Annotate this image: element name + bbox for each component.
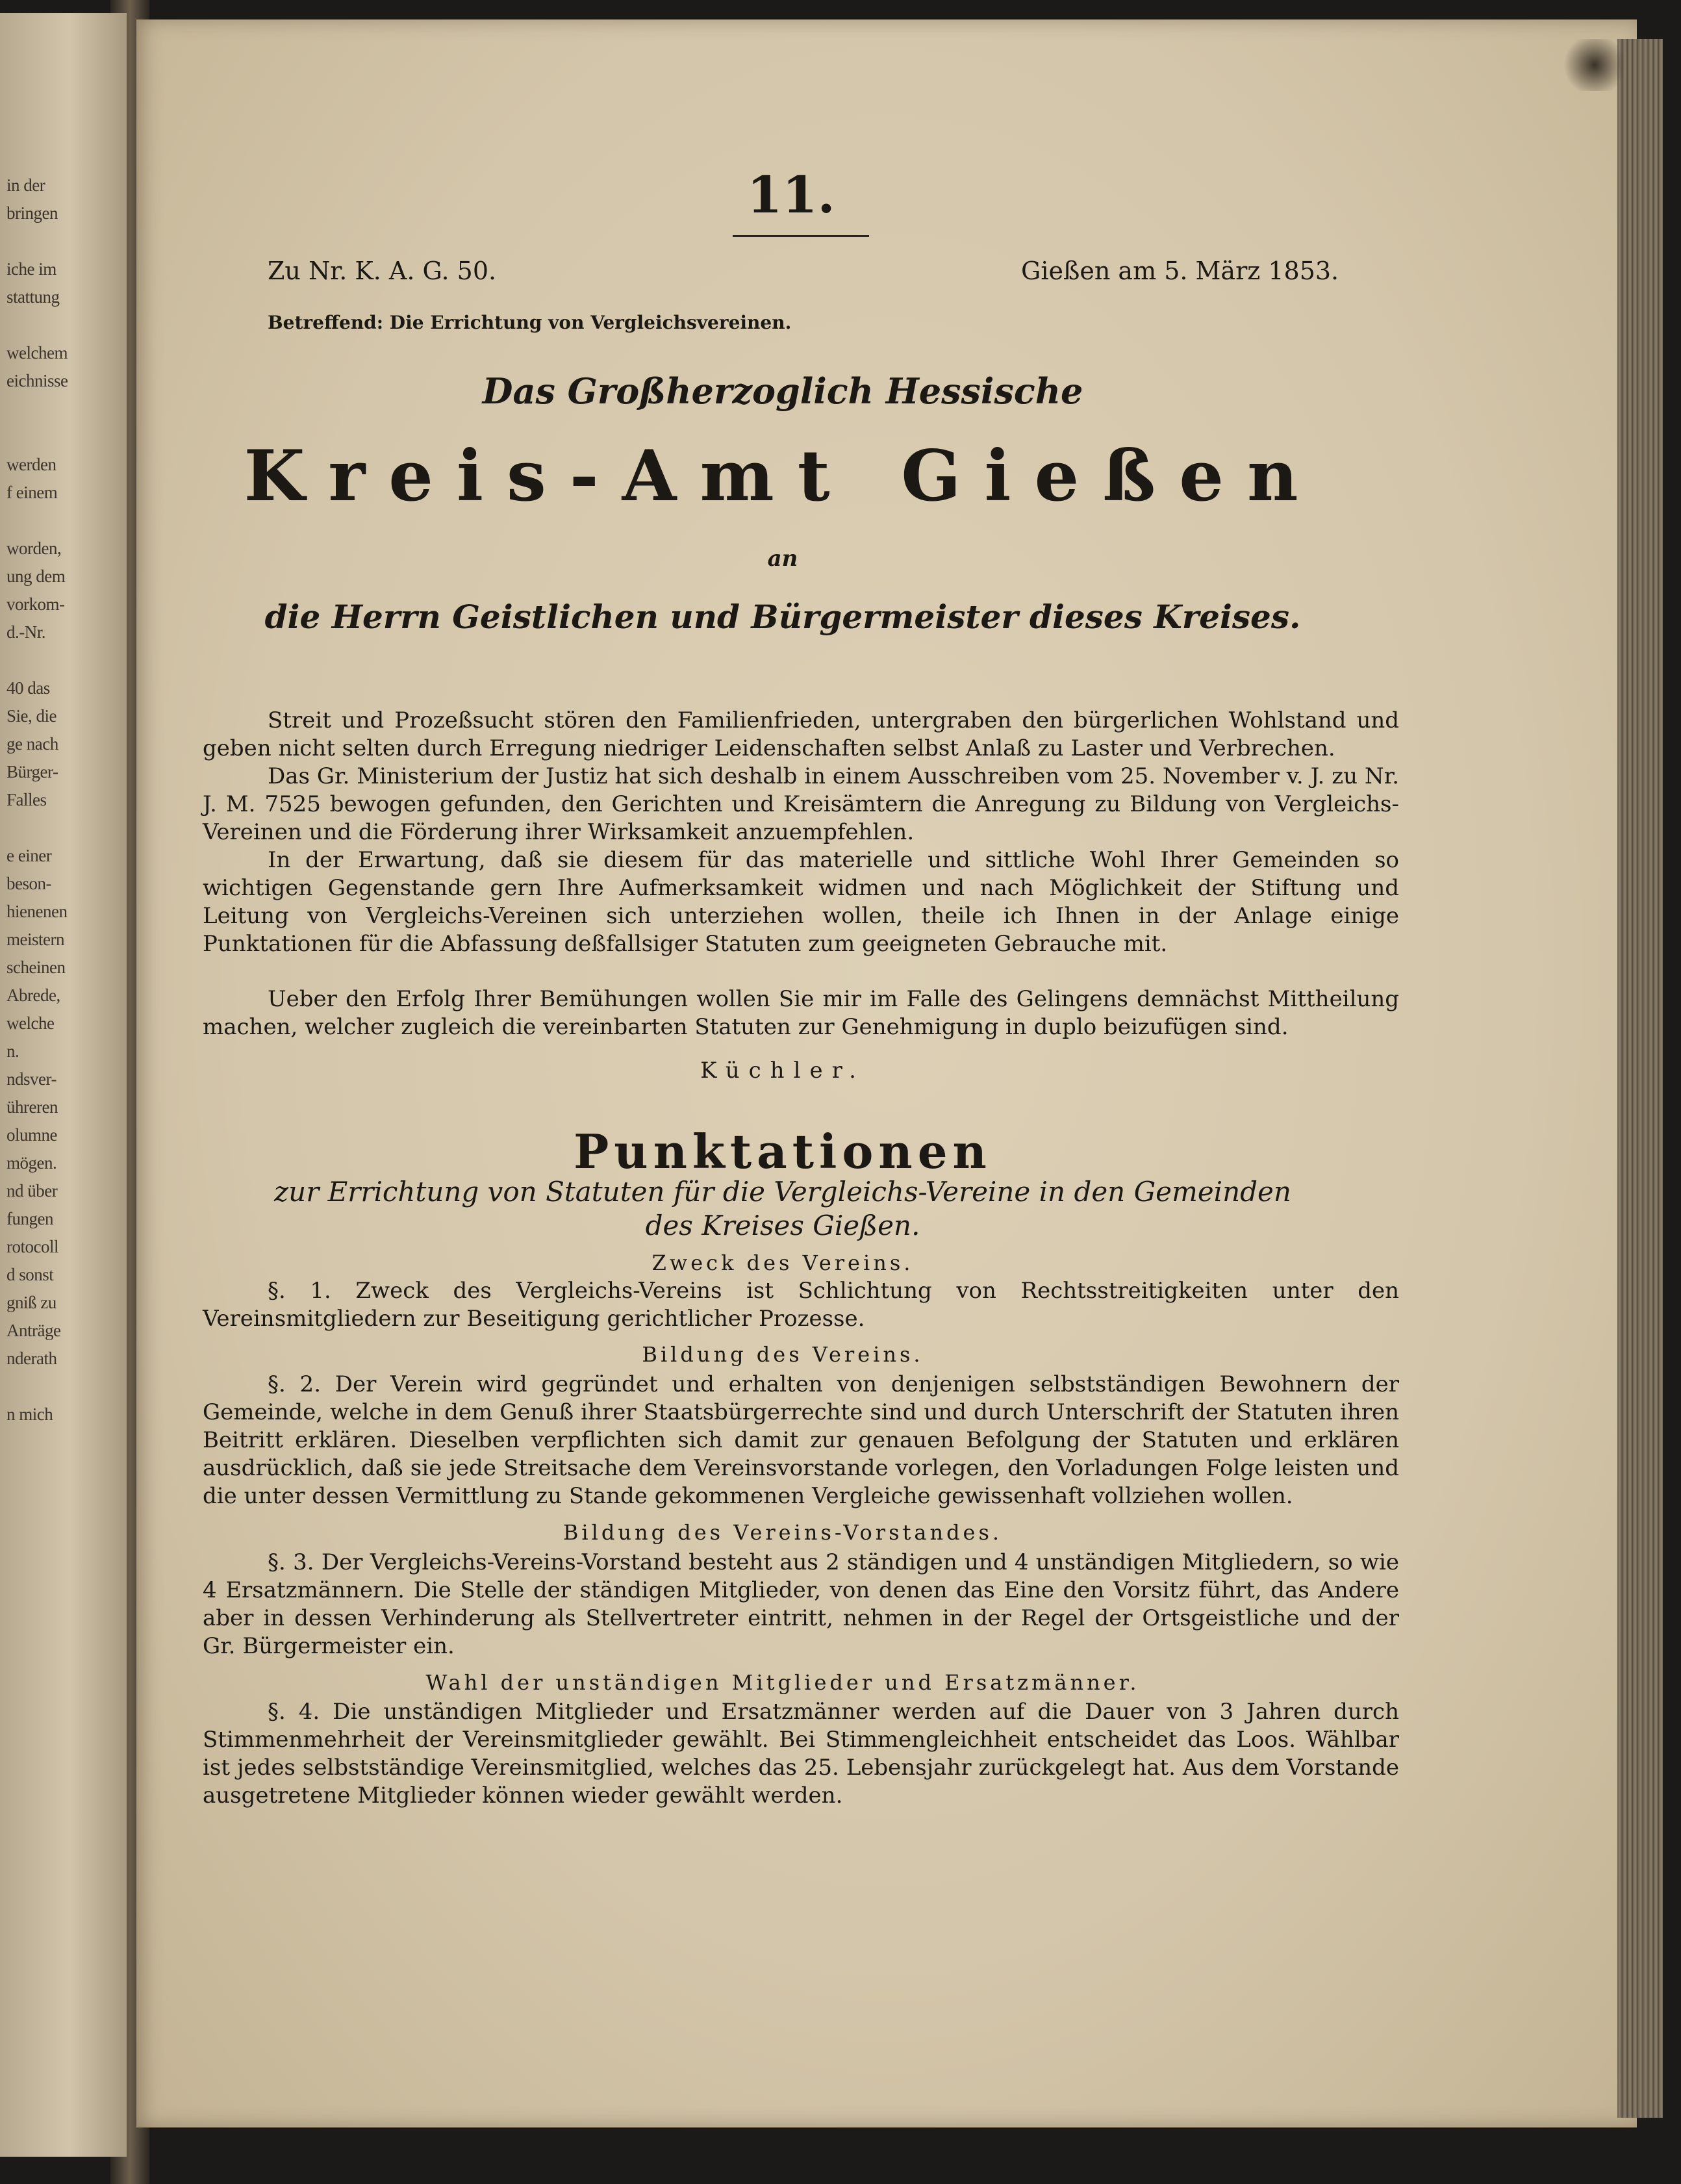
left-margin-text: nd über bbox=[6, 1181, 58, 1200]
left-margin-text: welchem bbox=[6, 343, 68, 362]
left-margin-text: Falles bbox=[6, 790, 47, 809]
left-margin-text: f einem bbox=[6, 483, 58, 502]
left-margin-text: 40 das bbox=[6, 678, 50, 698]
left-margin-text: bringen bbox=[6, 203, 58, 223]
left-margin-text: vorkom- bbox=[6, 594, 65, 614]
section-heading-2: Bildung des Vereins. bbox=[642, 1342, 924, 1367]
left-margin-text: rotocoll bbox=[6, 1237, 58, 1256]
left-margin-text: werden bbox=[6, 455, 57, 474]
left-margin-text: ung dem bbox=[6, 566, 66, 586]
subject-line: Betreffend: Die Errichtung von Vergleichsvereinen. bbox=[268, 312, 792, 333]
section-heading-1: Zweck des Vereins. bbox=[651, 1251, 914, 1275]
left-margin-text: fungen bbox=[6, 1209, 53, 1228]
office-heading: Kreis-Amt Gießen bbox=[244, 435, 1322, 517]
page-edges bbox=[1617, 39, 1663, 2118]
punktationen-subtitle: zur Errichtung von Statuten für die Vergleichs-Vereine in den Gemeinden bbox=[274, 1176, 1291, 1208]
left-margin-text: gniß zu bbox=[6, 1293, 57, 1312]
reference-number: Zu Nr. K. A. G. 50. bbox=[268, 257, 497, 285]
signature: Küchler. bbox=[700, 1058, 865, 1084]
left-margin-text: ge nach bbox=[6, 734, 58, 754]
left-margin-text: n mich bbox=[6, 1404, 53, 1424]
page-number: 11. bbox=[747, 166, 835, 225]
left-margin-text: Sie, die bbox=[6, 706, 57, 726]
punktationen-title: Punktationen bbox=[574, 1124, 992, 1179]
left-margin-text: Abrede, bbox=[6, 985, 60, 1005]
left-margin-text: meistern bbox=[6, 930, 64, 949]
section-text-2: §. 2. Der Verein wird gegründet und erhalten von denjenigen selbstständigen Bewohnern der Gemeinde, welche in dem Genuß ihrer Staatsbürgerrechte sind und durch Unterschrift der Statuten ihren Beitritt erklären. Dieselben verpflichten sich damit zur genauen Befolgung der Statuten und erklären ausdrücklich, daß sie jede Streitsache dem Vereinsvorstande vorlegen, den Vorladungen Folge leisten und die unter dessen Vermittlung zu Stande gekommenen Vergleiche gewissenhaft vollziehen wollen. bbox=[203, 1371, 1399, 1509]
addressee-heading: die Herrn Geistlichen und Bürgermeister dieses Kreises. bbox=[264, 598, 1301, 636]
left-margin-text: e einer bbox=[6, 846, 52, 865]
page-number-rule bbox=[733, 235, 869, 241]
left-margin-text: Bürger- bbox=[6, 762, 58, 781]
addressee-connector: an bbox=[767, 546, 798, 572]
left-margin-text: mögen. bbox=[6, 1153, 57, 1173]
left-margin-text: hienenen bbox=[6, 902, 68, 921]
left-margin-text: in der bbox=[6, 175, 45, 195]
left-margin-text: stattung bbox=[6, 287, 60, 307]
punktationen-subtitle-2: des Kreises Gießen. bbox=[645, 1210, 920, 1241]
section-heading-4: Wahl der unständigen Mitglieder und Ersatzmänner. bbox=[425, 1670, 1140, 1695]
section-text-4: §. 4. Die unständigen Mitglieder und Ersatzmänner werden auf die Dauer von 3 Jahren durch Stimmenmehrheit der Vereinsmitglieder gewählt. Bei Stimmengleichheit entscheidet das Loos. Wählbar ist jedes selbstständige Vereinsmitglied, welches das 25. Lebensjahr zurückgelegt hat. Aus dem Vorstande ausgetretene Mitglieder können wieder gewählt werden. bbox=[203, 1699, 1399, 1809]
section-text-3: §. 3. Der Vergleichs-Vereins-Vorstand besteht aus 2 ständigen und 4 unständigen Mitgliedern, so wie 4 Ersatzmännern. Die Stelle der ständigen Mitglieder, von denen das Eine den Vorsitz führt, das Andere aber in dessen Verhinderung als Stellvertreter eintritt, nehmen in der Regel der Ortsgeistliche und der Gr. Bürgermeister ein. bbox=[203, 1549, 1399, 1659]
left-margin-text: iche im bbox=[6, 259, 57, 279]
left-margin-text: Anträge bbox=[6, 1321, 61, 1340]
place-date: Gießen am 5. März 1853. bbox=[1021, 257, 1339, 285]
section-heading-3: Bildung des Vereins-Vorstandes. bbox=[562, 1520, 1003, 1545]
left-page-fragment bbox=[0, 13, 127, 2157]
issuer-heading: Das Großherzoglich Hessische bbox=[482, 370, 1083, 412]
paragraph-4: Ueber den Erfolg Ihrer Bemühungen wollen Sie mir im Falle des Gelingens demnächst Mittheilung machen, welcher zugleich die vereinbarten Statuten zur Genehmigung in duplo beizufügen sind. bbox=[203, 986, 1399, 1040]
section-text-1: §. 1. Zweck des Vergleichs-Vereins ist Schlichtung von Rechtsstreitigkeiten unter den Vereinsmitgliedern zur Beseitigung gerichtlicher Prozesse. bbox=[203, 1278, 1399, 1332]
left-margin-text: worden, bbox=[6, 539, 62, 558]
left-margin-text: ndsver- bbox=[6, 1069, 57, 1089]
left-margin-text: scheinen bbox=[6, 958, 66, 977]
left-margin-text: eichnisse bbox=[6, 371, 68, 390]
page-stain bbox=[1559, 39, 1630, 91]
paragraph-3: In der Erwartung, daß sie diesem für das materielle und sittliche Wohl Ihrer Gemeinden so wichtigen Gegenstande gern Ihre Aufmerksamkeit widmen und nach Möglichkeit der Stiftung und Leitung von Vergleichs-Vereinen sich unterziehen wollen, theile ich Ihnen in der Anlage einige Punktationen für die Abfassung deßfallsiger Statuten zum geeigneten Gebrauche mit. bbox=[203, 847, 1399, 957]
left-margin-text: ühreren bbox=[6, 1097, 58, 1117]
left-margin-text: olumne bbox=[6, 1125, 57, 1145]
left-margin-text: beson- bbox=[6, 874, 51, 893]
left-margin-text: n. bbox=[6, 1041, 19, 1061]
left-margin-text: nderath bbox=[6, 1349, 57, 1368]
left-margin-text: welche bbox=[6, 1013, 55, 1033]
left-margin-text: d sonst bbox=[6, 1265, 54, 1284]
paragraph-2: Das Gr. Ministerium der Justiz hat sich deshalb in einem Ausschreiben vom 25. November v. J. zu Nr. J. M. 7525 bewogen gefunden, den Gerichten und Kreisämtern die Anregung zu Bildung von Vergleichs-Vereinen und die Förderung ihrer Wirksamkeit anzuempfehlen. bbox=[203, 763, 1399, 845]
left-margin-text: d.-Nr. bbox=[6, 622, 45, 642]
paragraph-1: Streit und Prozeßsucht stören den Familienfrieden, untergraben den bürgerlichen Wohlstand und geben nicht selten durch Erregung niedriger Leidenschaften selbst Anlaß zu Laster und Verbrechen. bbox=[203, 707, 1399, 761]
